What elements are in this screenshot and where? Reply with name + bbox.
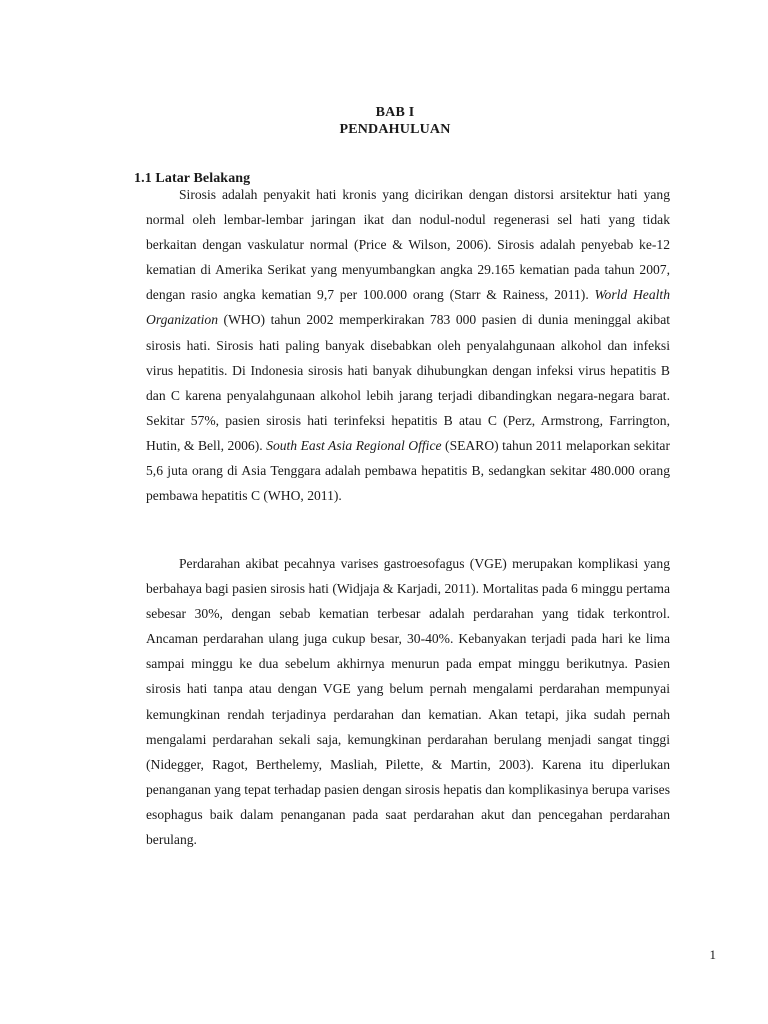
paragraph-1 — [146, 182, 670, 508]
paragraph-1-text-end: (SEARO) tahun 2011 melaporkan sekitar 5,6 juta orang di Asia Tenggara adalah pembawa hepatitis B, sedangkan sekitar 480.000 orang pembawa hepatitis C (WHO, 2011). — [146, 437, 670, 504]
chapter-number: BAB I — [375, 105, 415, 120]
who-italic-term: World Health Organization — [146, 287, 670, 328]
paragraph-2-text: Perdarahan akibat pecahnya varises gastroesofagus (VGE) merupakan komplikasi yang berbahaya bagi pasien sirosis hati (Widjaja & Karjadi, 2011). Mortalitas pada 6 minggu pertama sebesar 30%, dengan sebab kematian terbesar adalah perdarahan yang tidak terkontrol. Ancaman perdarahan ulang juga cukup besar, 30-40%. Kebanyakan terjadi pada hari ke lima sampai minggu ke dua sebelum akhirnya menurun pada empat minggu berikutnya. Pasien sirosis hati tanpa atau dengan VGE yang belum pernah mengalami perdarahan mempunyai kemungkinan rendah terjadinya perdarahan dan kematian. Akan tetapi, jika sudah pernah mengalami perdarahan sekali saja, kemungkinan perdarahan berulang menjadi sangat tinggi (Nidegger, Ragot, Berthelemy, Masliah, Pilette, & Martin, 2003). Karena itu diperlukan penanganan yang tepat terhadap pasien dengan sirosis hepatis dan komplikasinya berupa varises esophagus baik dalam penanganan pada saat perdarahan akut dan pencegahan perdarahan berulang. — [146, 556, 670, 848]
chapter-heading — [0, 104, 768, 138]
section-heading: 1.1 Latar Belakang — [134, 171, 251, 186]
paragraph-2 — [146, 551, 670, 852]
searo-italic-term: South East Asia Regional Office — [266, 437, 442, 453]
page-number: 1 — [709, 947, 716, 962]
paragraph-1-text-cont: (WHO) tahun 2002 memperkirakan 783 000 pasien di dunia meninggal akibat sirosis hati. Sirosis hati paling banyak disebabkan oleh penyalahgunaan alkohol dan infeksi virus hepatitis. Di Indonesia sirosis hati banyak dihubungkan dengan infeksi virus hepatitis B dan C karena penyalahgunaan alkohol lebih jarang terjadi dibandingkan negara-negara barat. Sekitar 57%, pasien sirosis hati terinfeksi hepatitis B atau C (Perz, Armstrong, Farrington, Hutin, & Bell, 2006). — [146, 312, 670, 453]
paragraph-1-text: Sirosis adalah penyakit hati kronis yang dicirikan dengan distorsi arsitektur hati yang normal oleh lembar-lembar jaringan ikat dan nodul-nodul regenerasi sel hati yang tidak berkaitan dengan vaskulatur normal (Price & Wilson, 2006). Sirosis adalah penyebab ke-12 kematian di Amerika Serikat yang menyumbangkan angka 29.165 kematian pada tahun 2007, dengan rasio angka kematian 9,7 per 100.000 orang (Starr & Rainess, 2011). — [146, 187, 670, 303]
chapter-title: PENDAHULUAN — [339, 122, 451, 137]
